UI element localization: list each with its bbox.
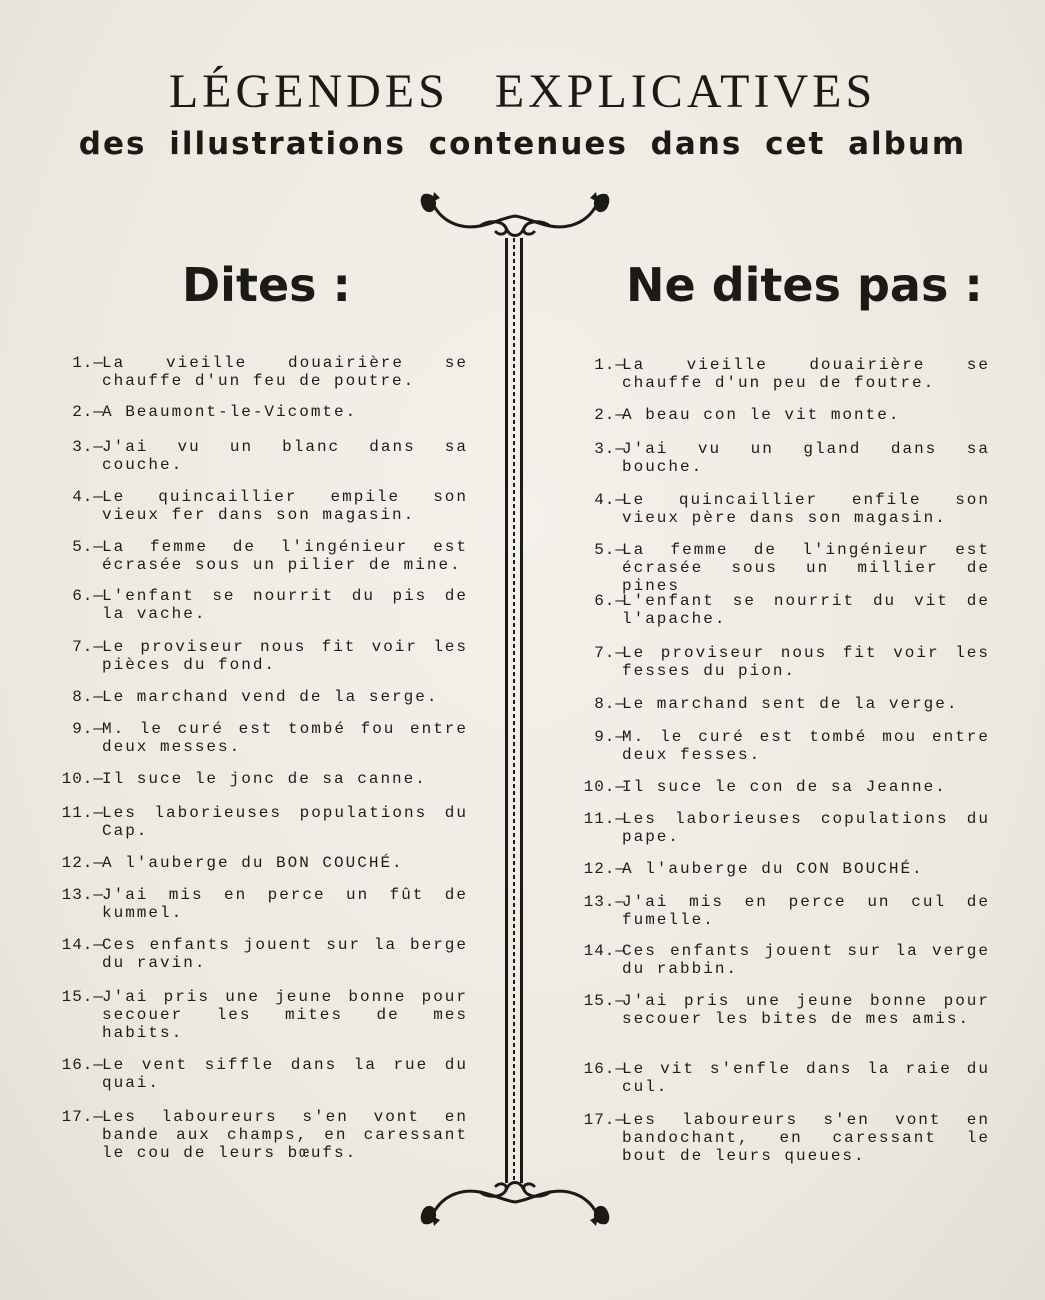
entry-text: Le quincaillier enfile son vieux père dans son magasin. xyxy=(622,491,990,527)
entry-text: Le proviseur nous fit voir les pièces du fond. xyxy=(102,638,468,674)
entry-number: 17.— xyxy=(583,1111,626,1129)
entry-number: 5.— xyxy=(594,541,626,559)
entry-text: Les laborieuses populations du Cap. xyxy=(102,804,468,840)
entry-number: 13.— xyxy=(583,893,626,911)
entry-text: A Beaumont-le-Vicomte. xyxy=(102,403,358,421)
central-divider xyxy=(503,238,525,1183)
entry-text: A beau con le vit monte. xyxy=(622,406,901,424)
entry-text: J'ai pris une jeune bonne pour secouer les bites de mes amis. xyxy=(622,992,990,1028)
entry-text: Le proviseur nous fit voir les fesses du pion. xyxy=(622,644,990,680)
entry-text: Il suce le con de sa Jeanne. xyxy=(622,778,947,796)
page-title: LÉGENDES EXPLICATIVES xyxy=(168,65,877,118)
right-column-heading: Ne dites pas : xyxy=(626,258,983,312)
entry-number: 4.— xyxy=(594,491,626,509)
entry-text: La vieille douairière se chauffe d'un feu de poutre. xyxy=(102,354,468,390)
entry-number: 7.— xyxy=(72,638,104,656)
bottom-ornament-icon xyxy=(410,1168,620,1230)
entry-text: Le vit s'enfle dans la raie du cul. xyxy=(622,1060,990,1096)
entry-text: La vieille douairière se chauffe d'un peu de foutre. xyxy=(622,356,990,392)
entry-number: 16.— xyxy=(583,1060,626,1078)
entry-number: 10.— xyxy=(61,770,104,788)
entry-text: Le marchand vend de la serge. xyxy=(102,688,439,706)
entry-number: 11.— xyxy=(583,810,626,828)
entry-text: J'ai pris une jeune bonne pour secouer les mites de mes habits. xyxy=(102,988,468,1042)
entry-text: J'ai mis en perce un fût de kummel. xyxy=(102,886,468,922)
entry-number: 1.— xyxy=(594,356,626,374)
entry-text: Ces enfants jouent sur la verge du rabbin. xyxy=(622,942,990,978)
entry-text: La femme de l'ingénieur est écrasée sous un pilier de mine. xyxy=(102,538,468,574)
entry-text: J'ai mis en perce un cul de fumelle. xyxy=(622,893,990,929)
entry-text: M. le curé est tombé fou entre deux messes. xyxy=(102,720,468,756)
entry-number: 9.— xyxy=(72,720,104,738)
entry-text: Le quincaillier empile son vieux fer dans son magasin. xyxy=(102,488,468,524)
entry-text: Les laboureurs s'en vont en bandochant, en caressant le bout de leurs queues. xyxy=(622,1111,990,1165)
entry-number: 3.— xyxy=(72,438,104,456)
entry-text: J'ai vu un blanc dans sa couche. xyxy=(102,438,468,474)
entry-text: Le marchand sent de la verge. xyxy=(622,695,959,713)
entry-text: L'enfant se nourrit du pis de la vache. xyxy=(102,587,468,623)
entry-number: 6.— xyxy=(594,592,626,610)
entry-number: 13.— xyxy=(61,886,104,904)
entry-number: 2.— xyxy=(594,406,626,424)
entry-number: 14.— xyxy=(61,936,104,954)
entry-number: 14.— xyxy=(583,942,626,960)
entry-number: 8.— xyxy=(594,695,626,713)
entry-number: 1.— xyxy=(72,354,104,372)
entry-text: J'ai vu un gland dans sa bouche. xyxy=(622,440,990,476)
entry-number: 12.— xyxy=(61,854,104,872)
entry-number: 8.— xyxy=(72,688,104,706)
entry-number: 6.— xyxy=(72,587,104,605)
entry-text: Les laborieuses copulations du pape. xyxy=(622,810,990,846)
entry-text: Il suce le jonc de sa canne. xyxy=(102,770,427,788)
entry-number: 3.— xyxy=(594,440,626,458)
entry-number: 11.— xyxy=(61,804,104,822)
entry-number: 16.— xyxy=(61,1056,104,1074)
entry-text: Le vent siffle dans la rue du quai. xyxy=(102,1056,468,1092)
entry-text: M. le curé est tombé mou entre deux fesses. xyxy=(622,728,990,764)
entry-number: 15.— xyxy=(583,992,626,1010)
entry-text: A l'auberge du CON BOUCHÉ. xyxy=(622,860,924,878)
entry-number: 4.— xyxy=(72,488,104,506)
entry-number: 5.— xyxy=(72,538,104,556)
entry-number: 17.— xyxy=(61,1108,104,1126)
entry-text: Ces enfants jouent sur la berge du ravin. xyxy=(102,936,468,972)
left-column-heading: Dites : xyxy=(182,258,351,312)
entry-number: 12.— xyxy=(583,860,626,878)
entry-text: A l'auberge du BON COUCHÉ. xyxy=(102,854,404,872)
entry-number: 10.— xyxy=(583,778,626,796)
entry-number: 9.— xyxy=(594,728,626,746)
entry-text: Les laboureurs s'en vont en bande aux champs, en caressant le cou de leurs bœufs. xyxy=(102,1108,468,1162)
entry-text: La femme de l'ingénieur est écrasée sous un millier de pines xyxy=(622,541,990,595)
entry-number: 15.— xyxy=(61,988,104,1006)
page-subtitle: des illustrations contenues dans cet album xyxy=(78,126,967,162)
entry-number: 2.— xyxy=(72,403,104,421)
entry-number: 7.— xyxy=(594,644,626,662)
entry-text: L'enfant se nourrit du vit de l'apache. xyxy=(622,592,990,628)
